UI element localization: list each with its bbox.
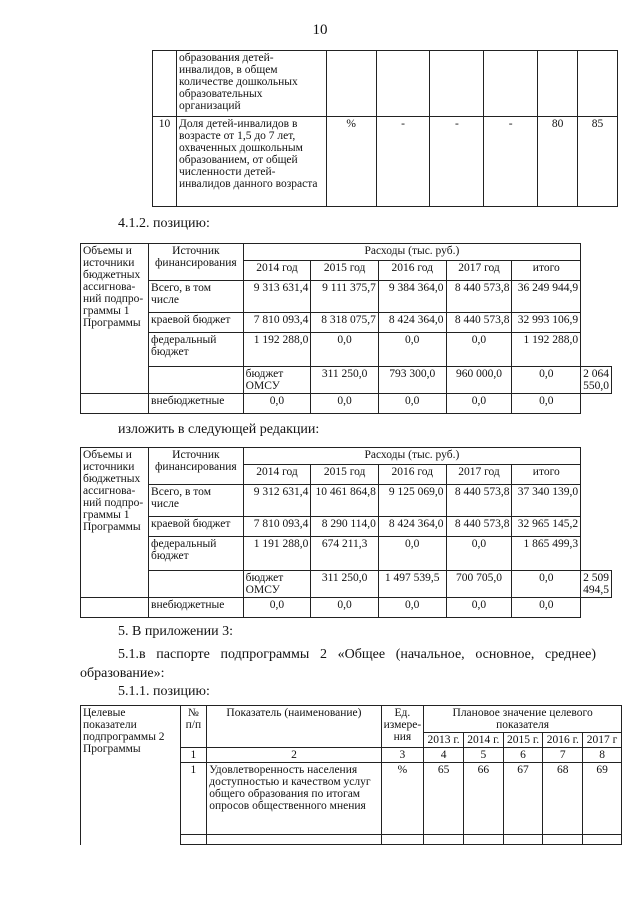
table-row [81,281,612,313]
year-header: 2017 г [583,733,622,748]
amount-cell: 0,0 [243,394,311,414]
source-name: бюджет ОМСУ [243,367,311,394]
text-section-511: 5.1.1. позицию: [118,684,210,699]
table-row [81,485,612,517]
amount-cell: 674 211,3 [311,537,379,571]
amount-cell: 7 810 093,4 [243,313,311,333]
value-cell: - [484,117,538,207]
year-header: 2015 год [311,465,379,485]
indicator-table-top [152,50,618,207]
amount-cell: 8 440 573,8 [446,313,512,333]
source-header: Источник финансирования [149,244,244,281]
amount-cell: 0,0 [378,537,446,571]
year-header: 2016 г. [543,733,583,748]
amount-cell: 1 191 288,0 [243,537,311,571]
year-header: 2013 г. [424,733,464,748]
indicator-header: Показатель (наименование) [207,706,381,748]
amount-cell: 8 440 573,8 [446,517,512,537]
amount-cell: 700 705,0 [446,571,512,598]
table-row [81,367,612,394]
year-header: итого [512,465,581,485]
table-row [81,333,612,367]
amount-cell: 9 313 631,4 [243,281,311,313]
value-cell: 80 [538,117,578,207]
amount-cell: 9 312 631,4 [243,485,311,517]
table-row [81,517,612,537]
column-number: 7 [543,748,583,763]
amount-cell: 8 440 573,8 [446,485,512,517]
amount-cell: 7 810 093,4 [243,517,311,537]
amount-cell: 0,0 [378,598,446,618]
text-edition: изложить в следующей редакции: [118,422,320,437]
amount-cell: 8 318 075,7 [311,313,379,333]
amount-cell: 0,0 [446,598,512,618]
expenses-header: Расходы (тыс. руб.) [243,448,580,465]
amount-cell: 9 384 364,0 [378,281,446,313]
amount-cell: 0,0 [446,333,512,367]
amount-cell: 8 290 114,0 [311,517,379,537]
year-header: 2014 год [243,465,311,485]
year-header: 2014 г. [463,733,503,748]
source-header: Источник финансирования [149,448,244,485]
financing-label: Объемы и источники бюджетных ассигнова-ний подпро-граммы 1 Программы [81,244,149,394]
table-row [153,51,618,117]
table-row [81,598,612,618]
amount-cell: 8 440 573,8 [446,281,512,313]
row-number: 1 [180,763,207,835]
source-name: Всего, в том числе [149,281,244,313]
amount-cell: 0,0 [243,598,311,618]
value-cell: 68 [543,763,583,835]
amount-cell: 0,0 [446,537,512,571]
column-number: 2 [207,748,381,763]
amount-cell: 960 000,0 [446,367,512,394]
source-name: федеральный бюджет [149,333,244,367]
amount-cell: 1 192 288,0 [512,333,581,367]
amount-cell: 0,0 [311,394,379,414]
column-number: 5 [463,748,503,763]
amount-cell: 0,0 [311,333,379,367]
num-header: № п/п [180,706,207,748]
amount-cell: 8 424 364,0 [378,517,446,537]
source-name: внебюджетные [149,394,244,414]
year-header: 2014 год [243,261,311,281]
source-name: внебюджетные [149,598,244,618]
column-number: 6 [503,748,543,763]
column-number: 8 [583,748,622,763]
amount-cell: 0,0 [512,598,581,618]
source-name: Всего, в том числе [149,485,244,517]
source-name: краевой бюджет [149,517,244,537]
amount-cell: 1 497 539,5 [378,571,446,598]
value-cell: 85 [578,117,618,207]
amount-cell: 0,0 [512,367,581,394]
amount-cell: 311 250,0 [311,571,379,598]
amount-cell: 0,0 [378,394,446,414]
value-cell: 65 [424,763,464,835]
target-label: Целевые показатели подпрограммы 2 Программы [81,706,181,845]
source-name: бюджет ОМСУ [243,571,311,598]
year-header: 2016 год [378,261,446,281]
table-row [81,571,612,598]
amount-cell: 9 111 375,7 [311,281,379,313]
value-cell: 67 [503,763,543,835]
indicator-text: Доля детей-инвалидов в возрасте от 1,5 до 7 лет, охваченных дошкольным образованием, от общей численности детей-инвалидов данного возраста [176,117,326,207]
column-number: 1 [180,748,207,763]
amount-cell: 1 865 499,3 [512,537,581,571]
year-header: 2016 год [378,465,446,485]
source-name: федеральный бюджет [149,537,244,571]
amount-cell: 36 249 944,9 [512,281,581,313]
value-cell: 66 [463,763,503,835]
value-cell: - [376,117,430,207]
amount-cell: 32 993 106,9 [512,313,581,333]
source-name: краевой бюджет [149,313,244,333]
year-header: 2015 г. [503,733,543,748]
year-header: итого [512,261,581,281]
financing-label: Объемы и источники бюджетных ассигнова-ний подпро-граммы 1 Программы [81,448,149,598]
value-cell: - [430,117,484,207]
unit-cell: % [381,763,424,835]
amount-cell: 2 064 550,0 [581,367,612,394]
amount-cell: 37 340 139,0 [512,485,581,517]
value-cell: 69 [583,763,622,835]
year-header: 2015 год [311,261,379,281]
unit-header: Ед. измере-ния [381,706,424,748]
plan-header: Плановое значение целевого показателя [424,706,622,733]
amount-cell: 793 300,0 [378,367,446,394]
table-row [81,394,612,414]
financing-table-old [80,243,612,414]
text-section-51: 5.1.в паспорте подпрограммы 2 «Общее (начальное, основное, среднее) образование»: [80,647,596,681]
amount-cell: 8 424 364,0 [378,313,446,333]
year-header: 2017 год [446,261,512,281]
financing-table-new [80,447,612,618]
indicator-text: образования детей-инвалидов, в общем количестве дошкольных образовательных организаций [176,51,326,117]
amount-cell: 9 125 069,0 [378,485,446,517]
amount-cell: 32 965 145,2 [512,517,581,537]
indicator-text: Удовлетворенность населения доступностью и качеством услуг общего образования по итогам опросов общественного мнения [207,763,381,835]
amount-cell: 2 509 494,5 [581,571,612,598]
table-row [81,537,612,571]
year-header: 2017 год [446,465,512,485]
column-number: 3 [381,748,424,763]
table-row [81,313,612,333]
amount-cell: 0,0 [311,598,379,618]
amount-cell: 0,0 [512,394,581,414]
unit-cell: % [326,117,376,207]
row-number: 10 [153,117,177,207]
target-indicators-table [80,705,622,845]
amount-cell: 10 461 864,8 [311,485,379,517]
amount-cell: 311 250,0 [311,367,379,394]
amount-cell: 0,0 [512,571,581,598]
text-412: 4.1.2. позицию: [118,216,210,231]
expenses-header: Расходы (тыс. руб.) [243,244,580,261]
amount-cell: 0,0 [378,333,446,367]
text-section-5: 5. В приложении 3: [118,624,234,639]
amount-cell: 1 192 288,0 [243,333,311,367]
amount-cell: 0,0 [446,394,512,414]
column-number: 4 [424,748,464,763]
table-row [153,117,618,207]
page-number: 10 [312,22,328,38]
